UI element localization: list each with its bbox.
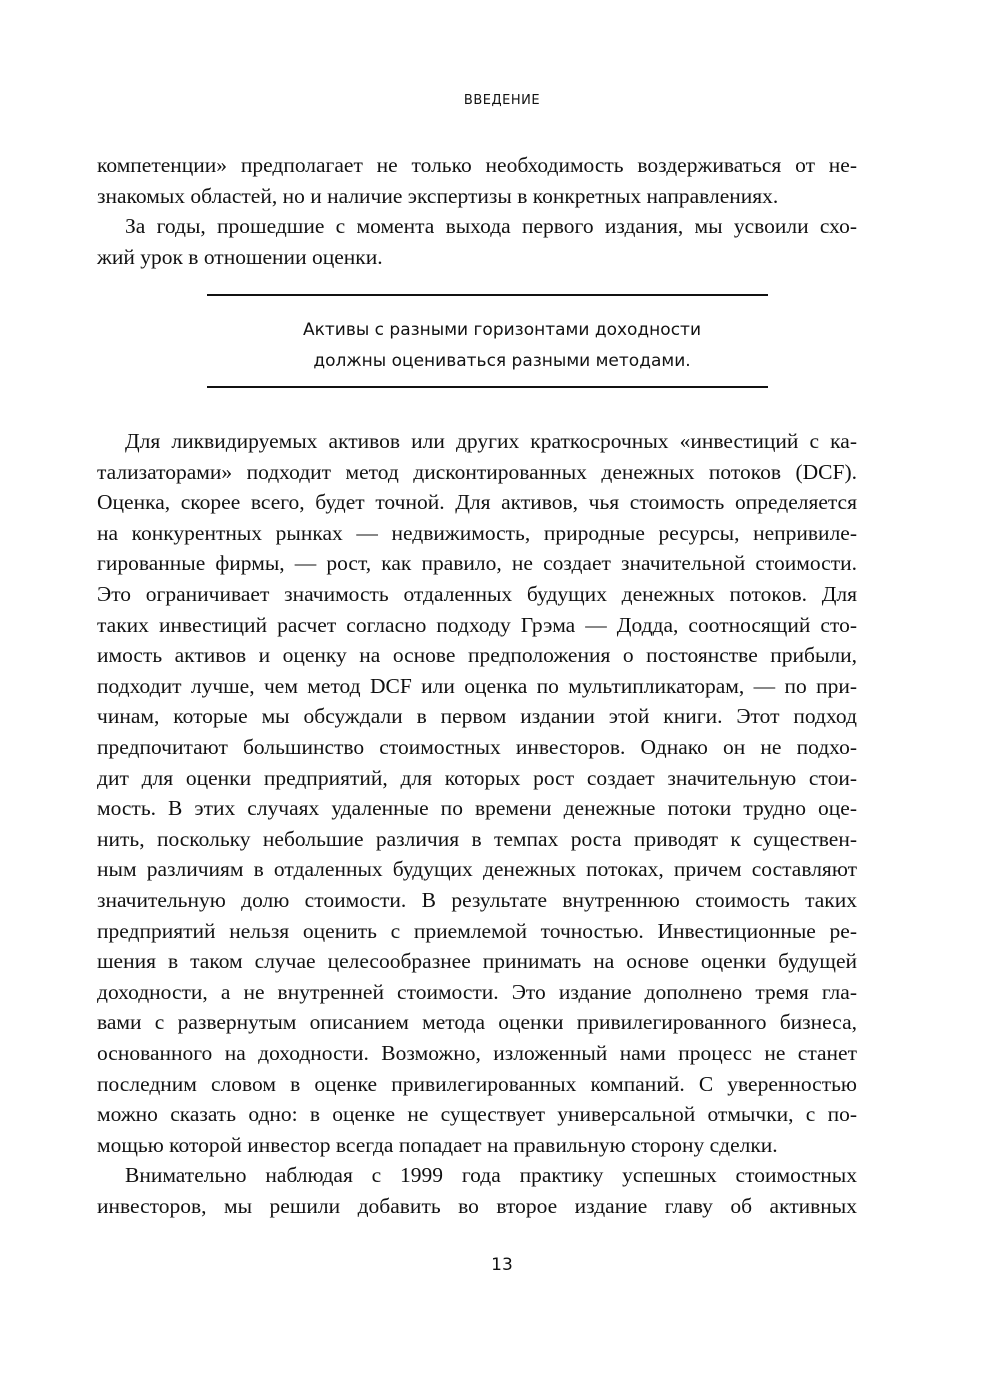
text-line: инвесторов, мы решили добавить во второе издание главу об активных [97,1194,857,1218]
running-head: ВВЕДЕНИЕ [463,93,541,108]
text-line: мощью которой инвестор всегда попадает на правильную сторону сделки. [97,1132,778,1157]
text-line: Оценка, скорее всего, будет точной. Для активов, чья стоимость определяется [97,490,857,515]
text-line: За годы, прошедшие с момента выхода первого издания, мы усвоили схо- [125,214,857,239]
text-line: мость. В этих случаях удаленные по времени денежные потоки трудно оце- [97,796,857,821]
callout-line: должны оцениваться разными методами. [313,351,691,371]
text-line: предпочитают большинство стоимостных инвесторов. Однако он не подхо- [97,735,857,759]
text-line: Внимательно наблюдая с 1999 года практику успешных стоимостных [125,1163,857,1188]
text-line: гированные фирмы, — рост, как правило, не создает значительной стоимости. [97,551,857,576]
text-line: тализаторами» подходит метод дисконтированных денежных потоков (DCF). [97,459,857,484]
text-line: жий урок в отношении оценки. [97,244,383,269]
text-line: на конкурентных рынках — недвижимость, природные ресурсы, непривиле- [97,520,857,545]
callout-top-rule [207,294,768,296]
page-number: 13 [491,1255,513,1275]
callout-bottom-rule [207,386,768,388]
text-line: подходит лучше, чем метод DCF или оценка по мультипликаторам, — по при- [97,673,857,698]
text-line: ным различиям в отдаленных будущих денежных потоках, причем составляют [97,857,857,882]
text-line: Это ограничивает значимость отдаленных будущих денежных потоков. Для [97,582,857,606]
text-line: дит для оценки предприятий, для которых рост создает значительную стои- [97,765,857,790]
text-line: таких инвестиций расчет согласно подходу Грэма — Додда, соотносящий сто- [97,612,857,637]
text-line: имость активов и оценку на основе предположения о постоянстве прибыли, [97,643,857,668]
text-line: нить, поскольку небольшие различия в темпах роста приводят к существен- [97,826,857,851]
text-line: последним словом в оценке привилегированных компаний. С уверенностью [97,1071,857,1096]
text-line: основанного на доходности. Возможно, изложенный нами процесс не станет [97,1041,857,1065]
text-line: значительную долю стоимости. В результате внутреннюю стоимость таких [97,888,857,912]
text-line: Для ликвидируемых активов или других краткосрочных «инвестиций с ка- [125,429,857,453]
text-line: вами с развернутым описанием метода оценки привилегированного бизнеса, [97,1010,857,1035]
text-line: предприятий нельзя оценить с приемлемой точностью. Инвестиционные ре- [97,918,857,943]
text-line: доходности, а не внутренней стоимости. Это издание дополнено тремя гла- [97,979,857,1004]
text-line: можно сказать одно: в оценке не существует универсальной отмычки, с по- [97,1102,857,1127]
text-line: компетенции» предполагает не только необходимость воздерживаться от не- [97,153,857,177]
text-line: чинам, которые мы обсуждали в первом издании этой книги. Этот подход [97,704,857,729]
text-line: шения в таком случае целесообразнее принимать на основе оценки будущей [97,949,857,974]
text-line: знакомых областей, но и наличие экспертизы в конкретных направлениях. [97,183,779,208]
callout-line: Активы с разными горизонтами доходности [302,320,701,340]
